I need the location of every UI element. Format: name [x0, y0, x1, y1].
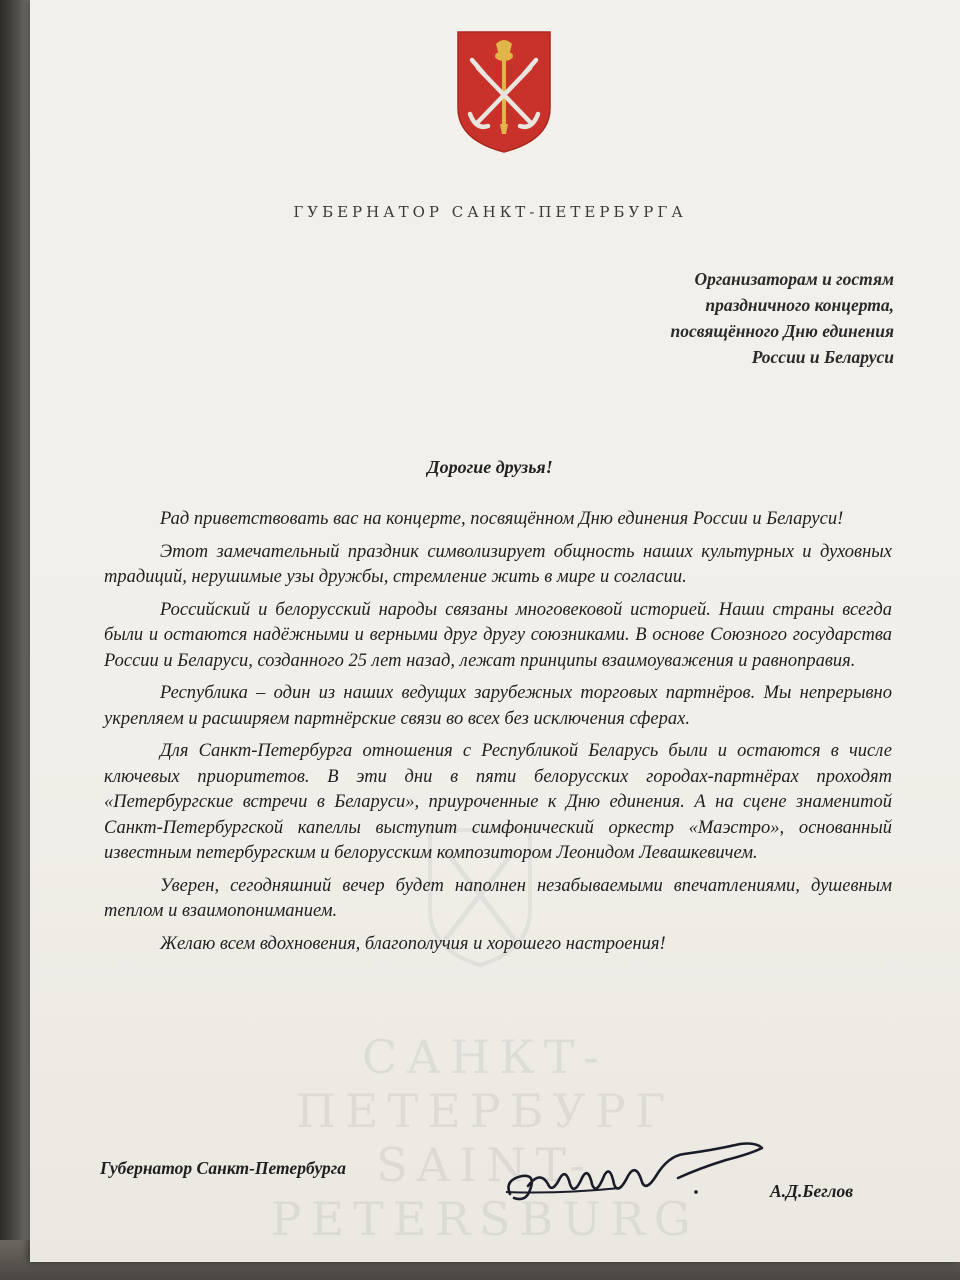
addressee-line: посвящённого Дню единения — [670, 321, 894, 341]
body-paragraph: Рад приветствовать вас на концерте, посвящённом Дню единения России и Беларуси! — [160, 509, 844, 529]
greeting: Дорогие друзья! — [427, 457, 553, 477]
addressee-line: Организаторам и гостям — [694, 269, 894, 289]
body-paragraph: Российский и белорусский народы связаны многовековой историей. Наши страны всегда были и остаются надёжными и верными друг другу союзниками. В основе Союзного государства России и Беларуси, созданного 25 лет назад, лежат принципы взаимоуважения и равноправия. — [104, 599, 892, 671]
body-paragraph: Республика – один из наших ведущих зарубежных торговых партнёров. Мы непрерывно укрепляем и расширяем партнёрские связи во всех без исключения сферах. — [104, 683, 892, 729]
coat-of-arms-icon — [456, 30, 552, 154]
addressee-block — [474, 266, 894, 370]
body-paragraph: Уверен, сегодняшний вечер будет наполнен незабываемыми впечатлениями, душевным теплом и взаимопониманием. — [104, 875, 892, 921]
body-paragraph: Этот замечательный праздник символизирует общность наших культурных и духовных традиций, нерушимые узы дружбы, стремление жить в мире и согласии. — [104, 541, 892, 587]
addressee-line: России и Беларуси — [751, 347, 894, 367]
signature-title: Губернатор Санкт-Петербурга — [100, 1158, 346, 1178]
body-paragraph: Для Санкт-Петербурга отношения с Республикой Беларусь были и остаются в числе ключевых приоритетов. В эти дни в пяти белорусских городах-партнёрах проходят «Петербургские встречи в Беларуси», приуроченные к Дню единения. А на сцене знаменитой Санкт-Петербургской капеллы выступит симфонический оркестр «Маэстро», основанный известным петербургским и белорусским композитором Леонидом Левашкевичем. — [104, 741, 892, 863]
signature-icon — [500, 1132, 770, 1212]
body-paragraph: Желаю всем вдохновения, благополучия и хорошего настроения! — [160, 933, 666, 954]
signature-name: А.Д.Беглов — [770, 1181, 854, 1201]
addressee-line: праздничного концерта, — [705, 295, 894, 315]
header-title: ГУБЕРНАТОР САНКТ-ПЕТЕРБУРГА — [293, 203, 687, 221]
desk-background-left — [0, 0, 34, 1280]
letter-body — [104, 507, 892, 964]
